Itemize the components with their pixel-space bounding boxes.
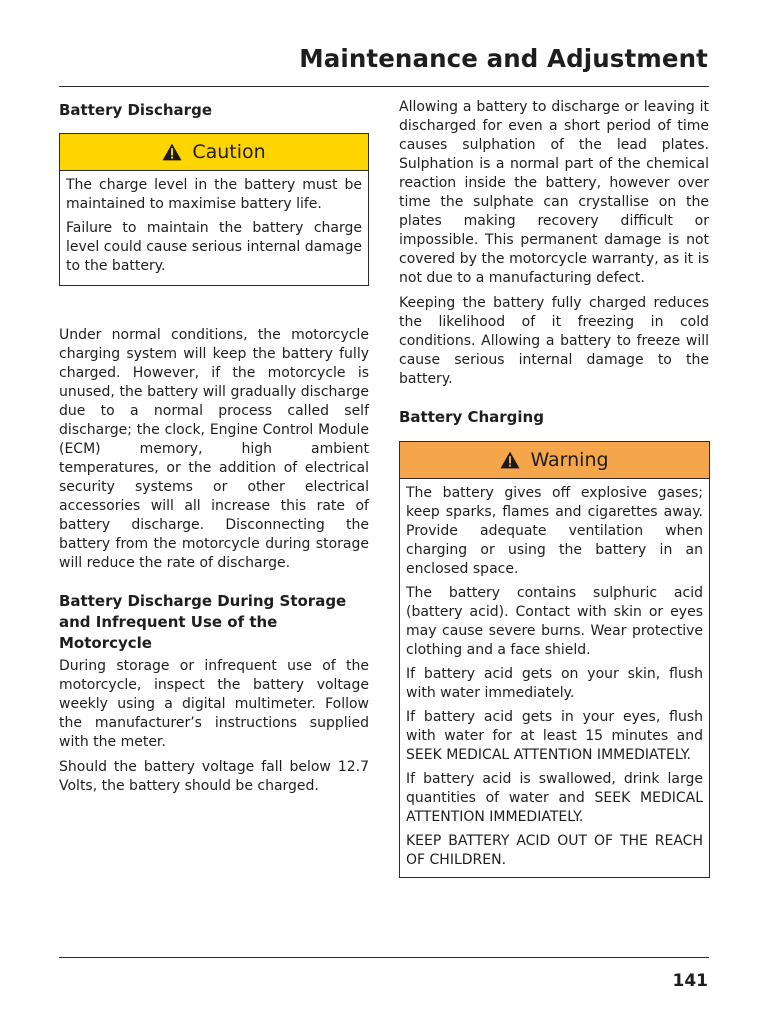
warning-triangle-icon: [500, 451, 520, 469]
warning-triangle-icon: [162, 143, 182, 161]
warning-text: If battery acid gets in your eyes, flush with water for at least 15 minutes and SEEK MEDICAL ATTENTION IMMEDIATELY.: [406, 709, 703, 763]
storage-paragraph: Should the battery voltage fall below 12.7 Volts, the battery should be charged.: [59, 759, 369, 794]
caution-text: Failure to maintain the battery charge level could cause serious internal damage to the battery.: [66, 220, 362, 274]
caution-box: [59, 133, 369, 286]
caution-header: [60, 134, 368, 171]
sulphation-paragraph: Allowing a battery to discharge or leaving it discharged for even a short period of time causes sulphation of the lead plates. Sulphation is a normal part of the chemical reaction inside the battery, however over time the sulphate can crystallise on the plates making recovery difficult or impossible. This permanent damage is not covered by the motorcycle warranty, as it is not due to a manufacturing defect.: [399, 99, 709, 286]
warning-text: The battery contains sulphuric acid (battery acid). Contact with skin or eyes may cause severe burns. Wear protective clothing and a face shield.: [406, 585, 703, 658]
footer-divider: [59, 957, 709, 958]
left-column: [59, 98, 369, 802]
warning-body: [400, 479, 709, 877]
warning-header: [400, 442, 709, 479]
battery-charging-heading: Battery Charging: [399, 408, 544, 426]
storage-paragraph: During storage or infrequent use of the motorcycle, inspect the battery voltage weekly using a digital multimeter. Follow the manufacturer’s instructions supplied with the meter.: [59, 658, 369, 750]
warning-box: [399, 441, 710, 878]
right-column: [399, 98, 709, 878]
header-divider: [59, 86, 709, 87]
warning-label: Warning: [530, 448, 609, 471]
page-number: 141: [672, 971, 708, 991]
caution-label: Caution: [192, 140, 266, 163]
page-title: Maintenance and Adjustment: [299, 44, 708, 73]
warning-text: The battery gives off explosive gases; keep sparks, flames and cigarettes away. Provide adequate ventilation when charging or using the battery in an enclosed space.: [406, 485, 703, 577]
warning-text: If battery acid gets on your skin, flush with water immediately.: [406, 666, 703, 701]
caution-text: The charge level in the battery must be maintained to maximise battery life.: [66, 177, 362, 212]
warning-text: KEEP BATTERY ACID OUT OF THE REACH OF CHILDREN.: [406, 833, 703, 868]
caution-body: [60, 171, 368, 285]
warning-text: If battery acid is swallowed, drink large quantities of water and SEEK MEDICAL ATTENTION IMMEDIATELY.: [406, 771, 703, 825]
discharge-paragraph: Under normal conditions, the motorcycle charging system will keep the battery fully charged. However, if the motorcycle is unused, the battery will gradually discharge due to a normal process called self discharge; the clock, Engine Control Module (ECM) memory, high ambient temperatures, or the addition of electrical security systems or other electrical accessories will all increase this rate of battery discharge. Disconnecting the battery from the motorcycle during storage will reduce the rate of discharge.: [59, 327, 369, 571]
freezing-paragraph: Keeping the battery fully charged reduces the likelihood of it freezing in cold conditions. Allowing a battery to freeze will cause serious internal damage to the battery.: [399, 295, 709, 387]
battery-discharge-heading: Battery Discharge: [59, 101, 212, 119]
storage-heading: Battery Discharge During Storage and Infrequent Use of the Motorcycle: [59, 592, 347, 652]
